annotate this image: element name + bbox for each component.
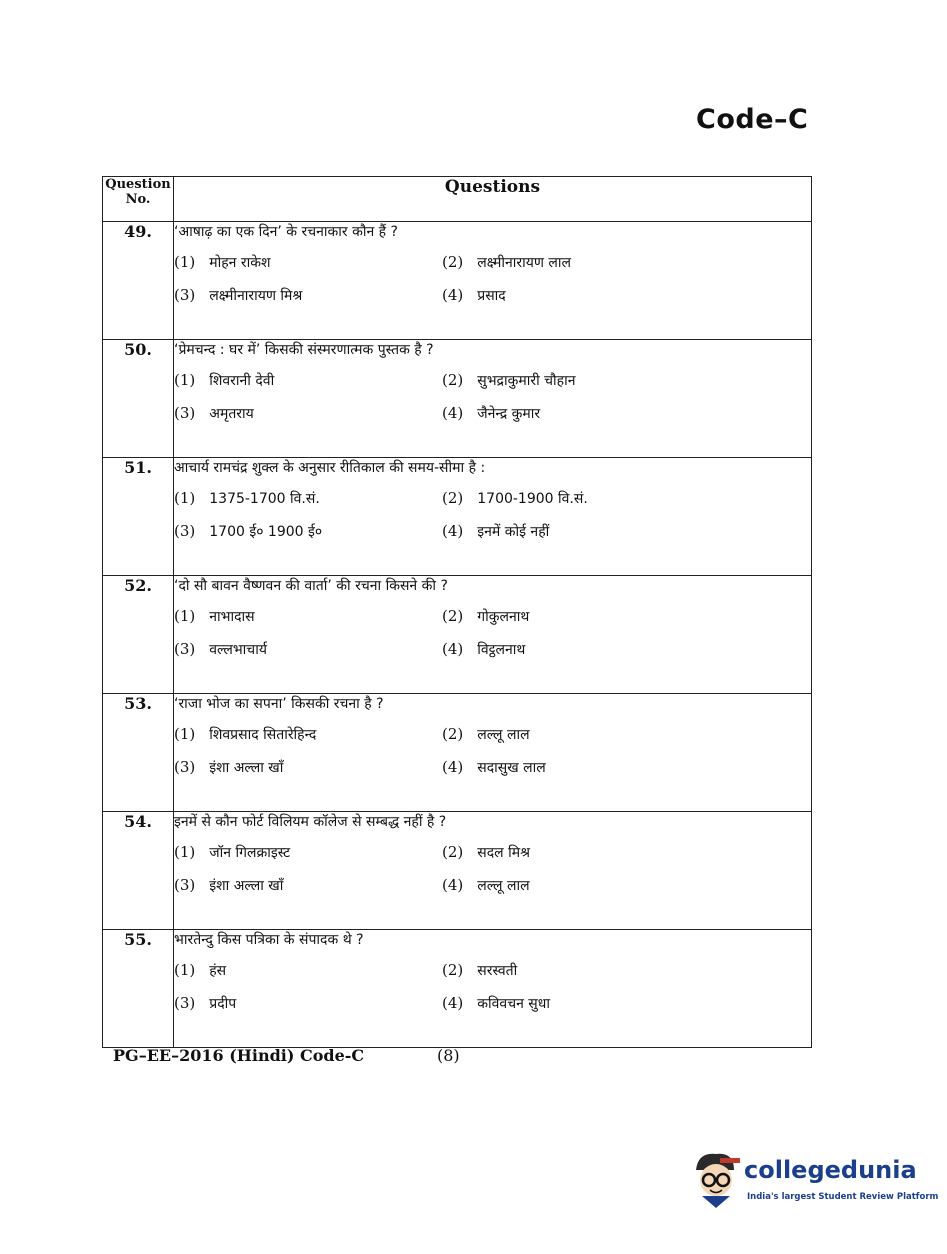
option-number: (2) [442,961,464,979]
question-body [174,340,812,458]
logo-tagline: India's largest Student Review Platform [747,1192,939,1202]
column-header-questions: Questions [174,177,812,222]
answer-option [174,404,442,423]
question-row [103,340,812,458]
collegedunia-logo [690,1150,939,1220]
option-text: सुभद्राकुमारी चौहान [477,373,576,389]
option-number: (1) [174,489,196,507]
question-text: ‘राजा भोज का सपना’ किसकी रचना है ? [174,696,384,712]
options-grid [174,371,811,423]
column-header-question-no: Question No. [103,177,174,222]
option-text: इंशा अल्ला खाँ [209,878,284,894]
answer-option [174,489,442,508]
option-text: प्रसाद [477,288,506,304]
question-text: ‘आषाढ़ का एक दिन’ के रचनाकार कौन हैं ? [174,224,398,240]
option-number: (3) [174,994,196,1012]
options-grid [174,253,811,305]
answer-option [174,371,442,390]
option-number: (4) [442,286,464,304]
question-body [174,458,812,576]
answer-option [442,843,811,862]
answer-option [174,994,442,1013]
answer-option [174,961,442,980]
question-text: आचार्य रामचंद्र शुक्ल के अनुसार रीतिकाल की समय-सीमा है : [174,460,486,476]
options-grid [174,843,811,895]
question-number: 53. [103,694,174,812]
option-number: (4) [442,876,464,894]
option-number: (2) [442,253,464,271]
option-text: लक्ष्मीनारायण मिश्र [209,288,303,304]
question-row [103,930,812,1048]
option-text: शिवरानी देवी [209,373,275,389]
question-body [174,694,812,812]
footer-label: PG–EE–2016 (Hindi) Code-C [113,1046,365,1065]
option-number: (2) [442,725,464,743]
options-grid [174,725,811,777]
question-row [103,694,812,812]
option-text: शिवप्रसाद सितारेहिन्द [209,727,317,743]
option-text: 1375-1700 वि.सं. [209,491,320,507]
question-text: भारतेन्दु किस पत्रिका के संपादक थे ? [174,932,364,948]
option-text: सदल मिश्र [477,845,530,861]
option-text: मोहन राकेश [209,255,271,271]
options-grid [174,961,811,1013]
option-number: (1) [174,843,196,861]
question-body [174,576,812,694]
option-number: (1) [174,607,196,625]
answer-option [174,253,442,272]
option-number: (3) [174,286,196,304]
option-number: (1) [174,961,196,979]
answer-option [174,876,442,895]
option-text: 1700-1900 वि.सं. [477,491,588,507]
answer-option [442,961,811,980]
option-number: (3) [174,522,196,540]
option-text: विट्ठलनाथ [477,642,526,658]
option-number: (4) [442,404,464,422]
question-row [103,458,812,576]
question-body [174,812,812,930]
option-text: प्रदीप [209,996,237,1012]
answer-option [442,371,811,390]
answer-option [174,286,442,305]
question-text: ‘प्रेमचन्द : घर में’ किसकी संस्मरणात्मक पुस्तक है ? [174,342,434,358]
question-text: ‘दो सौ बावन वैष्णवन की वार्ता’ की रचना किसने की ? [174,578,448,594]
mascot-icon [690,1150,742,1210]
option-number: (4) [442,522,464,540]
answer-option [442,640,811,659]
answer-option [442,994,811,1013]
option-text: हंस [209,963,227,979]
answer-option [442,725,811,744]
option-number: (3) [174,758,196,776]
question-number: 55. [103,930,174,1048]
question-text: इनमें से कौन फोर्ट विलियम कॉलेज से सम्बद्ध नहीं है ? [174,814,447,830]
option-number: (4) [442,758,464,776]
options-grid [174,607,811,659]
option-text: लल्लू लाल [477,727,530,743]
logo-wordmark: collegedunia [744,1156,917,1184]
option-text: इनमें कोई नहीं [477,524,550,540]
option-number: (1) [174,725,196,743]
question-row [103,812,812,930]
answer-option [442,286,811,305]
option-text: वल्लभाचार्य [209,642,267,658]
option-text: अमृतराय [209,406,254,422]
question-table [102,176,812,1048]
answer-option [442,253,811,272]
option-text: कविवचन सुधा [477,996,551,1012]
answer-option [442,522,811,541]
answer-option [442,876,811,895]
option-text: लल्लू लाल [477,878,530,894]
option-text: गोकुलनाथ [477,609,530,625]
option-number: (3) [174,640,196,658]
answer-option [174,758,442,777]
option-text: नाभादास [209,609,255,625]
question-body [174,930,812,1048]
option-number: (1) [174,371,196,389]
answer-option [442,758,811,777]
option-number: (2) [442,607,464,625]
question-number: 52. [103,576,174,694]
answer-option [442,607,811,626]
answer-option [442,404,811,423]
option-text: जॉन गिलक्राइस्ट [209,845,291,861]
question-row [103,222,812,340]
option-number: (3) [174,876,196,894]
paper-code: Code–C [696,104,809,135]
question-number: 50. [103,340,174,458]
option-number: (2) [442,371,464,389]
option-text: 1700 ई० 1900 ई० [209,524,323,540]
question-body [174,222,812,340]
answer-option [174,522,442,541]
option-text: लक्ष्मीनारायण लाल [477,255,572,271]
answer-option [442,489,811,508]
option-number: (2) [442,489,464,507]
answer-option [174,640,442,659]
question-row [103,576,812,694]
option-number: (1) [174,253,196,271]
option-text: जैनेन्द्र कुमार [477,406,541,422]
answer-option [174,843,442,862]
option-number: (3) [174,404,196,422]
question-number: 51. [103,458,174,576]
options-grid [174,489,811,541]
question-list [103,222,812,1048]
option-text: सरस्वती [477,963,518,979]
question-number: 49. [103,222,174,340]
answer-option [174,725,442,744]
option-text: सदासुख लाल [477,760,546,776]
option-number: (4) [442,640,464,658]
question-number: 54. [103,812,174,930]
option-number: (2) [442,843,464,861]
option-text: इंशा अल्ला खाँ [209,760,284,776]
page-number: (8) [437,1046,460,1065]
answer-option [174,607,442,626]
option-number: (4) [442,994,464,1012]
